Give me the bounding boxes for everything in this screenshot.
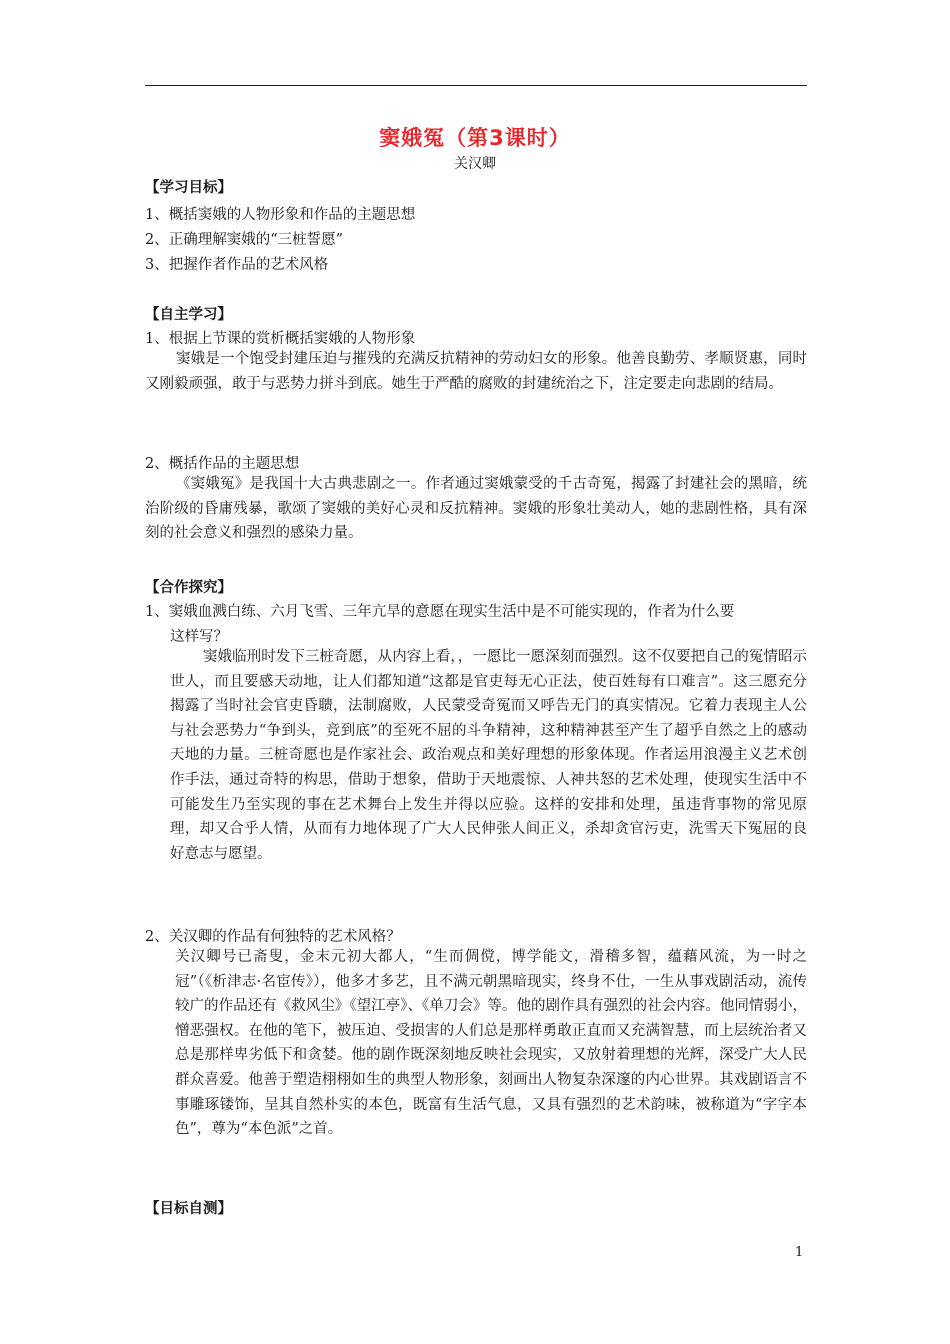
self-study-answer-2: 《窦娥冤》是我国十大古典悲剧之一。作者通过窦娥蒙受的千古奇冤，揭露了封建社会的黑暗，统治阶级的昏庸残暴，歌颂了窦娥的美好心灵和反抗精神。窦娥的形象壮美动人，她的悲剧性格，具有深刻的社会意义和强烈的感染力量。 [145, 476, 807, 542]
self-study-question-2: 2、概括作品的主题思想 [145, 456, 300, 472]
header-rule [145, 85, 807, 86]
explore-answer-2: 关汉卿号已斋叟，金末元初大都人，“生而倜傥，博学能文，滑稽多智，蕴藉风流，为一时之冠”（《析津志·名宦传》），他多才多艺，且不满元朝黑暗现实，终身不仕，一生从事戏剧活动，流传较广的作品还有《救风尘》《望江亭》、《单刀会》等。他的剧作具有强烈的社会内容。他同情弱小，憎恶强权。在他的笔下，被压迫、受损害的人们总是那样勇敢正直而又充满智慧，而上层统治者又总是那样卑劣低下和贪婪。他的剧作既深刻地反映社会现实，又放射着理想的光辉，深受广大人民群众喜爱。他善于塑造栩栩如生的典型人物形象，刻画出人物复杂深邃的内心世界。其戏剧语言不事雕琢镂饰，呈其自然朴实的本色，既富有生活气息，又具有强烈的艺术韵味，被称道为“字字本色”，尊为“本色派”之首。 [175, 949, 807, 1138]
page-number: 1 [795, 1245, 804, 1260]
section-heading-goals: 【学习目标】 [145, 180, 232, 196]
explore-question-1: 1、窦娥血溅白练、六月飞雪、三年亢旱的意愿在现实生活中是不可能实现的，作者为什么要 [145, 604, 735, 620]
goal-item-3: 3、把握作者作品的艺术风格 [145, 257, 329, 273]
section-heading-test: 【目标自测】 [145, 1201, 232, 1217]
section-heading-explore: 【合作探究】 [145, 580, 232, 596]
section-heading-self-study: 【自主学习】 [145, 307, 232, 323]
goal-item-2: 2、正确理解窦娥的“三桩誓愿” [145, 232, 344, 248]
goal-item-1: 1、概括窦娥的人物形象和作品的主题思想 [145, 207, 416, 223]
explore-question-1-cont: 这样写？ [170, 629, 228, 645]
explore-answer-1: 窦娥临刑时发下三桩奇愿，从内容上看，，一愿比一愿深刻而强烈。这不仅要把自己的冤情昭示世人，而且要感天动地，让人们都知道“这都是官吏每无心正法，使百姓每有口难言”。这三愿充分揭露了当时社会官吏昏聩，法制腐败，人民蒙受奇冤而又呼告无门的真实情况。它着力表现主人公与社会恶势力“争到头，竞到底”的至死不屈的斗争精神，这种精神甚至产生了超乎自然之上的感动天地的力量。三桩奇愿也是作家社会、政治观点和美好理想的形象体现。作者运用浪漫主义艺术创作手法，通过奇特的构思，借助于想象，借助于天地震惊、人神共怒的艺术处理，使现实生活中不可能发生乃至实现的事在艺术舞台上发生并得以应验。这样的安排和处理，虽违背事物的常见原理，却又合乎人情，从而有力地体现了广大人民伸张人间正义，杀却贪官污吏，洗雪天下冤屈的良好意志与愿望。 [170, 649, 807, 862]
page-title: 窦娥冤（第3课时） [379, 126, 571, 150]
self-study-question-1: 1、根据上节课的赏析概括窦娥的人物形象 [145, 331, 416, 347]
explore-question-2: 2、关汉卿的作品有何独特的艺术风格？ [145, 929, 401, 945]
author-name: 关汉卿 [454, 156, 496, 172]
self-study-answer-1: 窦娥是一个饱受封建压迫与摧残的充满反抗精神的劳动妇女的形象。他善良勤劳、孝顺贤惠，同时又刚毅顽强，敢于与恶势力拼斗到底。她生于严酷的腐败的封建统治之下，注定要走向悲剧的结局。 [145, 351, 807, 392]
